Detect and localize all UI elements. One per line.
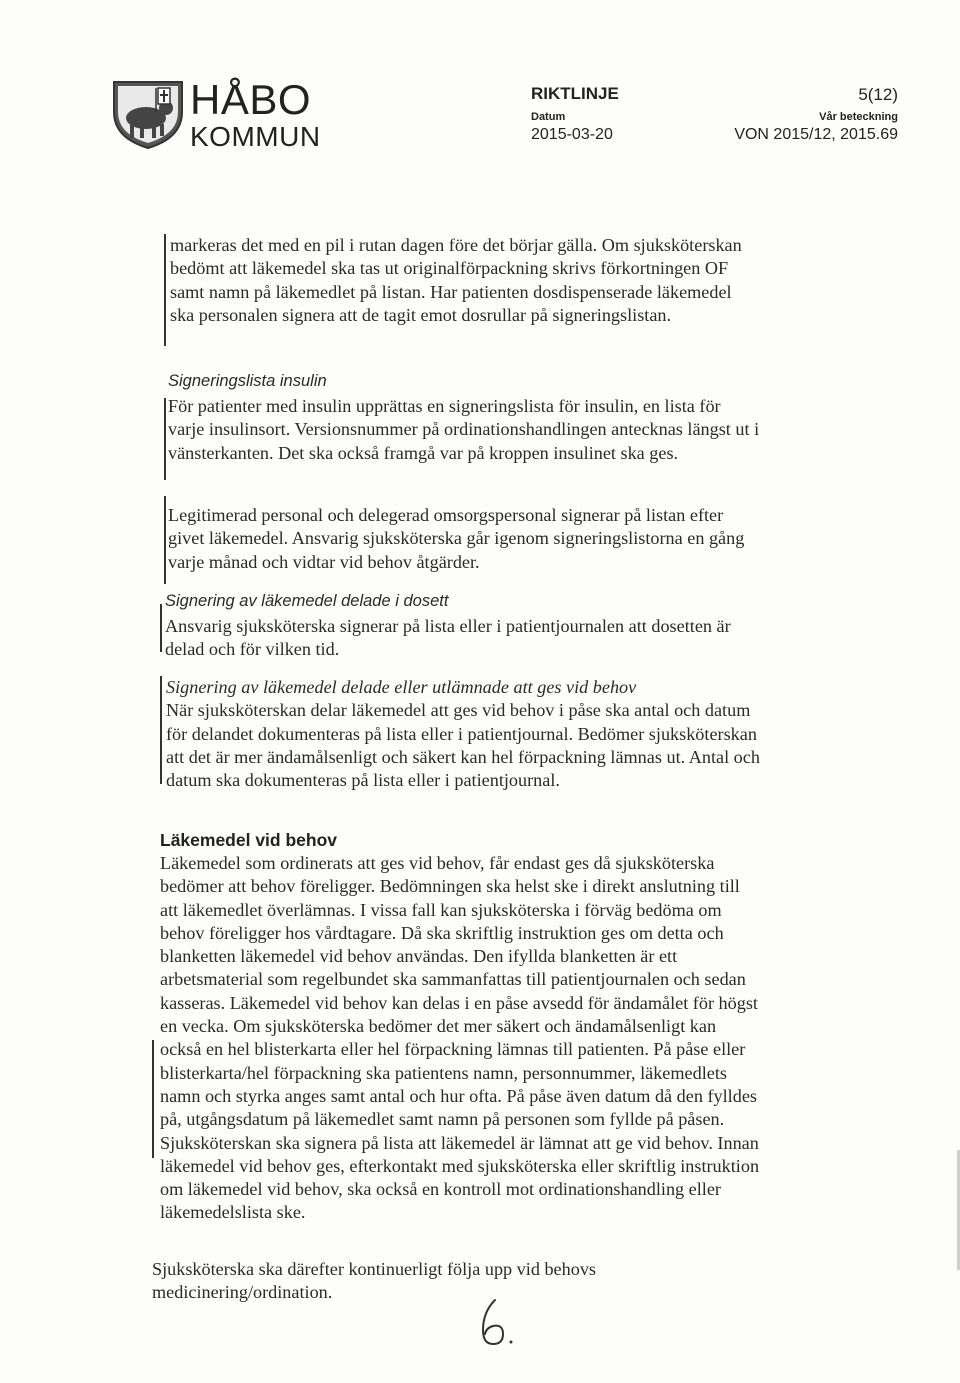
section-heading: Signeringslista insulin (168, 372, 327, 390)
paragraph-text: markeras det med en pil i rutan dagen före det börjar gälla. Om sjuksköterskan bedömt att läkemedel ska tas ut originalförpackning skrivs förkortningen OF samt namn på läkemedlet på listan. Har patienten dosdispenserade läkemedel ska personalen signera att de tagit emot dosrullar på signeringslistan. (170, 235, 742, 325)
reference-value: VON 2015/12, 2015.69 (734, 126, 898, 143)
paragraph-legitimerad (168, 504, 763, 574)
paragraph-text: För patienter med insulin upprättas en signeringslista för insulin, en lista för varje insulinsort. Versionsnummer på ordinationshandlingen antecknas längst ut i vänsterkanten. Det ska också framgå var på kroppen insulinet ska ges. (168, 396, 760, 463)
page-number: 5(12) (858, 85, 898, 104)
paragraph-text: När sjuksköterskan delar läkemedel att ges vid behov i påse ska antal och datum för delandet dokumenteras på lista eller i patientjournal. Bedömer sjuksköterskan att det är mer ändamålsenligt och säkert kan hel förpackning lämnas ut. Antal och datum ska dokumenteras på lista eller i patientjournal. (166, 700, 760, 791)
change-bar (160, 676, 162, 784)
section-dosett (165, 590, 760, 662)
section-heading: Signering av läkemedel delade i dosett (165, 592, 449, 610)
organization-name (190, 76, 321, 154)
section-heading: Signering av läkemedel delade eller utlämnade att ges vid behov (166, 677, 637, 697)
document-type: RIKTLINJE (531, 84, 619, 103)
paragraph-intro (170, 234, 758, 327)
paragraph-text: Läkemedel som ordinerats att ges vid behov, får endast ges då sjuksköterska bedömer att behov föreligger. Bedömningen ska helst ske i direkt anslutning till att läkemedlet överlämnas. I vissa fall kan sjuksköterska i förväg bedöma om behov föreligger hos vårdtagare. Då ska skriftlig instruktion ges om detta och blanketten läkemedel vid behov användas. Den ifyllda blanketten är ett arbetsmaterial som regelbundet ska sammanfattas till patientjournalen och sedan kasseras. Läkemedel vid behov kan delas i en påse avsedd för ändamålet för högst en vecka. Om sjuksköterska bedömer det mer säkert och ändamålsenligt kan också en hel blisterkarta eller hel förpackning lämnas till patienten. På påse eller blisterkarta/hel förpackning ska patientens namn, personnummer, läkemedlets namn och styrka anges samt antal och hur ofta. På påse även datum då den fylldes på, utgångsdatum på läkemedlet samt namn på personen som fyllde på påsen. Sjuksköterskan ska signera på lista att läkemedel är lämnat att ge vid behov. Innan läkemedel vid behov ges, efterkontakt med sjuksköterska eller skriftlig instruktion om läkemedel vid behov, ska också en kontroll mot ordinationshandling eller läkemedelslista ske. (160, 853, 760, 1223)
change-bar (152, 1040, 154, 1158)
organization-name-line2: KOMMUN (190, 121, 321, 152)
reference-label: Vår beteckning (819, 111, 898, 123)
change-bar (164, 398, 166, 480)
section-utlamnade (166, 676, 764, 792)
date-value: 2015-03-20 (531, 126, 613, 143)
date-label: Datum (531, 111, 566, 123)
handwritten-page-mark (477, 1298, 517, 1348)
paragraph-text: Sjuksköterska ska därefter kontinuerligt följa upp vid behovs medicinering/ordination. (152, 1259, 596, 1303)
change-bar (160, 604, 162, 652)
paragraph-uppfoljning (152, 1258, 752, 1305)
paragraph-text: Ansvarig sjuksköterska signerar på lista eller i patientjournalen att dosetten är delad och för vilken tid. (165, 616, 731, 660)
section-insulin (168, 370, 760, 465)
change-bar (164, 496, 166, 584)
organization-name-line1: HÅBO (190, 76, 312, 123)
section-heading: Läkemedel vid behov (160, 830, 338, 850)
municipality-crest-logo (108, 72, 188, 150)
section-vid-behov (160, 828, 760, 1225)
change-bar (164, 234, 166, 346)
paragraph-text: Legitimerad personal och delegerad omsorgspersonal signerar på listan efter givet läkemedel. Ansvarig sjuksköterska går igenom signeringslistorna en gång varje månad och vidtar vid behov åtgärder. (168, 505, 745, 572)
